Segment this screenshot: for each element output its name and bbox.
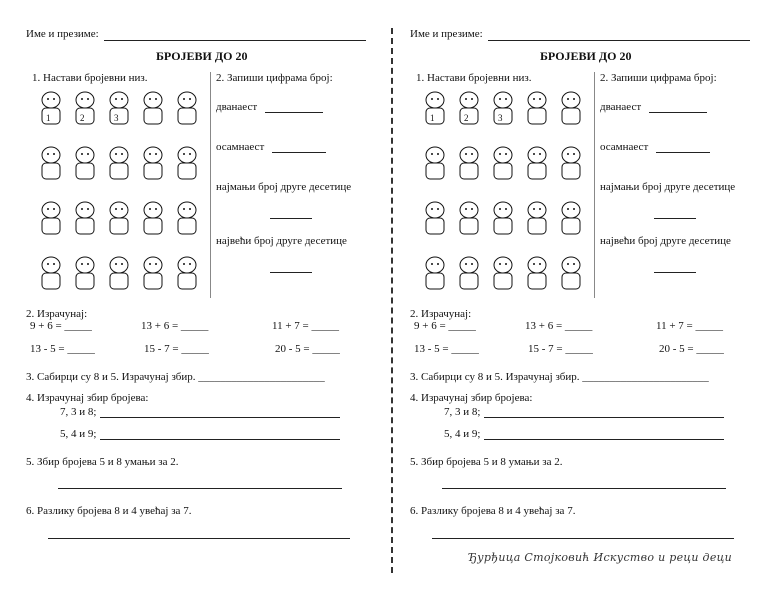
word-twelve: дванаест xyxy=(216,101,258,113)
cat-picture xyxy=(104,255,134,295)
word-largest: највећи број друге десетице xyxy=(216,235,347,247)
cat-picture xyxy=(556,255,586,295)
task4b: 5, 4 и 9; xyxy=(60,428,97,440)
cat-picture xyxy=(420,200,450,240)
cat-picture xyxy=(488,255,518,295)
calc-item: 13 + 6 = _____ xyxy=(525,320,593,332)
cat-picture xyxy=(138,200,168,240)
cat-picture xyxy=(172,200,202,240)
cat-picture xyxy=(420,255,450,295)
name-label: Име и презиме: xyxy=(410,28,483,40)
answer-line xyxy=(272,152,326,153)
answer-line xyxy=(649,112,707,113)
answer-line xyxy=(100,439,340,440)
calc-item: 20 - 5 = _____ xyxy=(659,343,724,355)
answer-line xyxy=(656,152,710,153)
cat-picture xyxy=(454,90,484,130)
answer-line xyxy=(654,218,696,219)
calc-item: 9 + 6 = _____ xyxy=(30,320,92,332)
task6: 6. Разлику бројева 8 и 4 увећај за 7. xyxy=(410,505,576,517)
answer-line xyxy=(442,488,726,489)
cat-picture xyxy=(420,90,450,130)
worksheet-title: БРОЈЕВИ ДО 20 xyxy=(540,49,632,63)
cat-picture xyxy=(556,200,586,240)
cat-picture xyxy=(36,90,66,130)
task2-label: 2. Запиши цифрама број: xyxy=(600,72,717,84)
answer-line xyxy=(270,272,312,273)
svg-text:3: 3 xyxy=(114,113,119,123)
word-smallest: најмањи број друге десетице xyxy=(600,181,736,193)
cat-picture xyxy=(138,145,168,185)
cat-picture xyxy=(420,145,450,185)
cat-picture xyxy=(556,90,586,130)
cat-picture xyxy=(172,90,202,130)
word-eighteen: осамнаест xyxy=(216,141,265,153)
task5: 5. Збир бројева 5 и 8 умањи за 2. xyxy=(410,456,563,468)
calc-header: 2. Израчунај: xyxy=(26,308,88,320)
task1-label: 1. Настави бројевни низ. xyxy=(32,72,148,84)
cat-picture xyxy=(488,145,518,185)
cat-picture xyxy=(36,145,66,185)
cat-picture xyxy=(522,255,552,295)
task4a: 7, 3 и 8; xyxy=(444,406,481,418)
task-divider xyxy=(210,72,211,298)
task3: 3. Сабирци су 8 и 5. Израчунај збир. _______________________ xyxy=(26,371,325,383)
cat-picture xyxy=(104,200,134,240)
worksheet-title: БРОЈЕВИ ДО 20 xyxy=(156,49,248,63)
cat-picture xyxy=(104,145,134,185)
cat-picture xyxy=(70,90,100,130)
calc-item: 15 - 7 = _____ xyxy=(144,343,209,355)
cat-grid xyxy=(420,90,586,310)
svg-text:3: 3 xyxy=(498,113,503,123)
task-divider xyxy=(594,72,595,298)
answer-line xyxy=(270,218,312,219)
cat-picture xyxy=(522,90,552,130)
author-signature: Ђурђица Стојковић Искуство и реци деци xyxy=(468,551,732,564)
task4a: 7, 3 и 8; xyxy=(60,406,97,418)
worksheet-right xyxy=(384,0,768,594)
cat-picture xyxy=(556,145,586,185)
cat-picture xyxy=(138,255,168,295)
task4: 4. Израчунај збир бројева: xyxy=(410,392,533,404)
word-largest: највећи број друге десетице xyxy=(600,235,731,247)
task4b: 5, 4 и 9; xyxy=(444,428,481,440)
calc-item: 15 - 7 = _____ xyxy=(528,343,593,355)
cat-picture xyxy=(454,200,484,240)
word-smallest: најмањи број друге десетице xyxy=(216,181,352,193)
svg-text:1: 1 xyxy=(430,113,435,123)
calc-item: 13 - 5 = _____ xyxy=(30,343,95,355)
cat-picture xyxy=(522,200,552,240)
svg-text:1: 1 xyxy=(46,113,51,123)
cat-picture xyxy=(488,200,518,240)
calc-item: 11 + 7 = _____ xyxy=(656,320,723,332)
calc-item: 13 - 5 = _____ xyxy=(414,343,479,355)
cat-picture xyxy=(488,90,518,130)
task1-label: 1. Настави бројевни низ. xyxy=(416,72,532,84)
cat-picture xyxy=(104,90,134,130)
cat-picture xyxy=(454,255,484,295)
answer-line xyxy=(432,538,734,539)
task4: 4. Израчунај збир бројева: xyxy=(26,392,149,404)
answer-line xyxy=(654,272,696,273)
cat-picture xyxy=(36,200,66,240)
answer-line xyxy=(48,538,350,539)
name-line xyxy=(104,40,366,41)
cat-grid xyxy=(36,90,202,310)
answer-line xyxy=(100,417,340,418)
cat-picture xyxy=(70,145,100,185)
svg-text:2: 2 xyxy=(80,113,85,123)
calc-header: 2. Израчунај: xyxy=(410,308,472,320)
name-label: Име и презиме: xyxy=(26,28,99,40)
cat-picture xyxy=(70,255,100,295)
word-twelve: дванаест xyxy=(600,101,642,113)
task2-label: 2. Запиши цифрама број: xyxy=(216,72,333,84)
cat-picture xyxy=(454,145,484,185)
answer-line xyxy=(58,488,342,489)
calc-item: 13 + 6 = _____ xyxy=(141,320,209,332)
cat-picture xyxy=(138,90,168,130)
cat-picture xyxy=(70,200,100,240)
answer-line xyxy=(484,417,724,418)
task5: 5. Збир бројева 5 и 8 умањи за 2. xyxy=(26,456,179,468)
cat-picture xyxy=(36,255,66,295)
word-eighteen: осамнаест xyxy=(600,141,649,153)
calc-item: 20 - 5 = _____ xyxy=(275,343,340,355)
task3: 3. Сабирци су 8 и 5. Израчунај збир. _______________________ xyxy=(410,371,709,383)
svg-text:2: 2 xyxy=(464,113,469,123)
cat-picture xyxy=(172,145,202,185)
task6: 6. Разлику бројева 8 и 4 увећај за 7. xyxy=(26,505,192,517)
calc-item: 11 + 7 = _____ xyxy=(272,320,339,332)
name-line xyxy=(488,40,750,41)
answer-line xyxy=(265,112,323,113)
calc-item: 9 + 6 = _____ xyxy=(414,320,476,332)
answer-line xyxy=(484,439,724,440)
cat-picture xyxy=(172,255,202,295)
cat-picture xyxy=(522,145,552,185)
